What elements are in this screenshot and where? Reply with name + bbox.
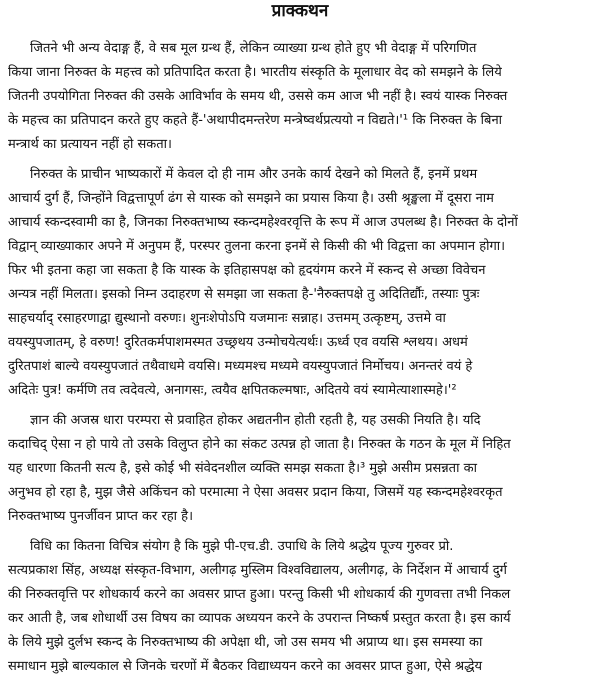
paragraph-line: समाधान मुझे बाल्यकाल से जिनके चरणों में बैठकर विद्याध्ययन करने का अवसर प्राप्त हुआ, ऐसे श्रद्धेय (8, 659, 482, 674)
paragraph-line: दुरितपाशं बाल्ये वयस्युपजातं तथैवाधमे वयसि। मध्यमश्च मध्यमे वयस्युपजातं निर्मोचय। अनन्तरं वयं हे (8, 359, 473, 374)
paragraph-line: जितनी उपयोगिता निरुक्त की उसके आविर्भाव के समय थी, उससे कम आज भी नहीं है। स्वयं यास्क निरुक्त (8, 89, 508, 104)
paragraph-line: किया जाना निरुक्त के महत्त्व को प्रतिपादित करता है। भारतीय संस्कृति के मूलाधार वेद को समझने के लिये (8, 65, 502, 80)
paragraph-line: की निरुक्तवृत्ति पर शोधकार्य करने का अवसर प्राप्त हुआ। परन्तु किसी भी शोधकार्य की गुणवत्ता तभी निकल (8, 587, 511, 602)
paragraph-line: ज्ञान की अजस्र धारा परम्परा से प्रवाहित होकर अद्यतनीन होती रहती है, यह उसकी नियति है। यदि (30, 413, 481, 428)
page-title: प्राक्कथन (271, 1, 329, 21)
paragraph-line: यह धारणा कितनी सत्य है, इसे कोई भी संवेदनशील व्यक्ति समझ सकता है।³ मुझे असीम प्रसन्नता का (8, 461, 477, 476)
paragraph-line: साहचर्याद् रसाहरणाद्वा द्युस्थानो वरुणः। शुनःशेपोऽपि यजमानः सन्नाह। उत्तमम् उत्कृष्टम्, उत्तमे वा (8, 311, 446, 326)
paragraph-line: निरुक्त के प्राचीन भाष्यकारों में केवल दो ही नाम और उनके कार्य देखने को मिलते हैं, इनमें प्रथम (30, 167, 478, 182)
paragraph-line: विधि का कितना विचित्र संयोग है कि मुझे पी-एच.डी. उपाधि के लिये श्रद्धेय पूज्य गुरुवर प्रो. (30, 539, 454, 554)
paragraph-line: अदितेः पुत्र! कर्मणि तव त्वदेवत्ये, अनागसः, त्वयैव क्षपितकल्मषाः, अदितये वयं स्यामेत्याशास्महे।'² (8, 383, 457, 398)
paragraph-line: के महत्त्व का प्रतिपादन करते हुए कहते हैं-'अथापीदमन्तरेण मन्त्रेष्वर्थप्रत्ययो न विद्यते।'¹ कि निरुक्त के बिना (8, 113, 503, 128)
paragraph-line: जितने भी अन्य वेदाङ्ग हैं, वे सब मूल ग्रन्थ हैं, लेकिन व्याख्या ग्रन्थ होते हुए भी वेदाङ्ग में परिगणित (30, 41, 477, 56)
paragraph-line: आचार्य दुर्ग हैं, जिन्होंने विद्वत्तापूर्ण ढंग से यास्क को समझने का प्रयास किया है। उसी श्रृङ्खला में दूसरा नाम (8, 191, 494, 206)
paragraph-line: कर आती है, जब शोधार्थी उस विषय का व्यापक अध्ययन करने के उपरान्त निष्कर्ष प्रस्तुत करता है। इस कार्य (8, 611, 511, 626)
paragraph-line: अन्यत्र नहीं मिलता। इसको निम्न उदाहरण से समझा जा सकता है-'नैरुक्तपक्षे तु अदितिर्द्यौः, तस्याः पुत्रः (8, 287, 480, 302)
paragraph-line: फिर भी इतना कहा जा सकता है कि यास्क के इतिहासपक्ष को हृदयंगम करने में स्कन्द से अच्छा विवेचन (8, 263, 486, 278)
paragraph-line: मन्त्रार्थ का प्रत्यायन नहीं हो सकता। (8, 137, 172, 152)
paragraph-line: वयस्युपजातम्, हे वरुण! दुरितकर्मपाशमस्मत उच्छ्रथय उन्मोचयेत्यर्थः। ऊर्ध्व एव वयसि श्लथय। अधमं (8, 335, 468, 350)
paragraph-line: अनुभव हो रहा है, मुझ जैसे अकिंचन को परमात्मा ने ऐसा अवसर प्रदान किया, जिसमें यह स्कन्दमहेश्वरकृत (8, 485, 503, 500)
paragraph-line: निरुक्तभाष्य पुनर्जीवन प्राप्त कर रहा है। (8, 509, 194, 524)
paragraph-line: के लिये मुझे दुर्लभ स्कन्द के निरुक्तभाष्य की अपेक्षा थी, जो उस समय भी अप्राप्य था। इस समस्या का (8, 635, 483, 650)
paragraph-line: कदाचिद् ऐसा न हो पाये तो उसके विलुप्त होने का संकट उत्पन्न हो जाता है। निरुक्त के गठन के मूल में निहित (8, 437, 511, 452)
paragraph-line: विद्वान् व्याख्याकार अपने में अनुपम हैं, परस्पर तुलना करना इनमें से किसी की भी विद्वत्ता का अपमान होगा। (8, 239, 506, 254)
paragraph-line: सत्यप्रकाश सिंह, अध्यक्ष संस्कृत-विभाग, अलीगढ़ मुस्लिम विश्वविद्यालय, अलीगढ़, के निर्देशन में आचार्य दुर्ग (8, 563, 508, 578)
paragraph-line: आचार्य स्कन्दस्वामी का है, जिनका निरुक्तभाष्य स्कन्दमहेश्वरवृत्ति के रूप में आज उपलब्ध है। निरुक्त के दोनों (8, 215, 518, 230)
